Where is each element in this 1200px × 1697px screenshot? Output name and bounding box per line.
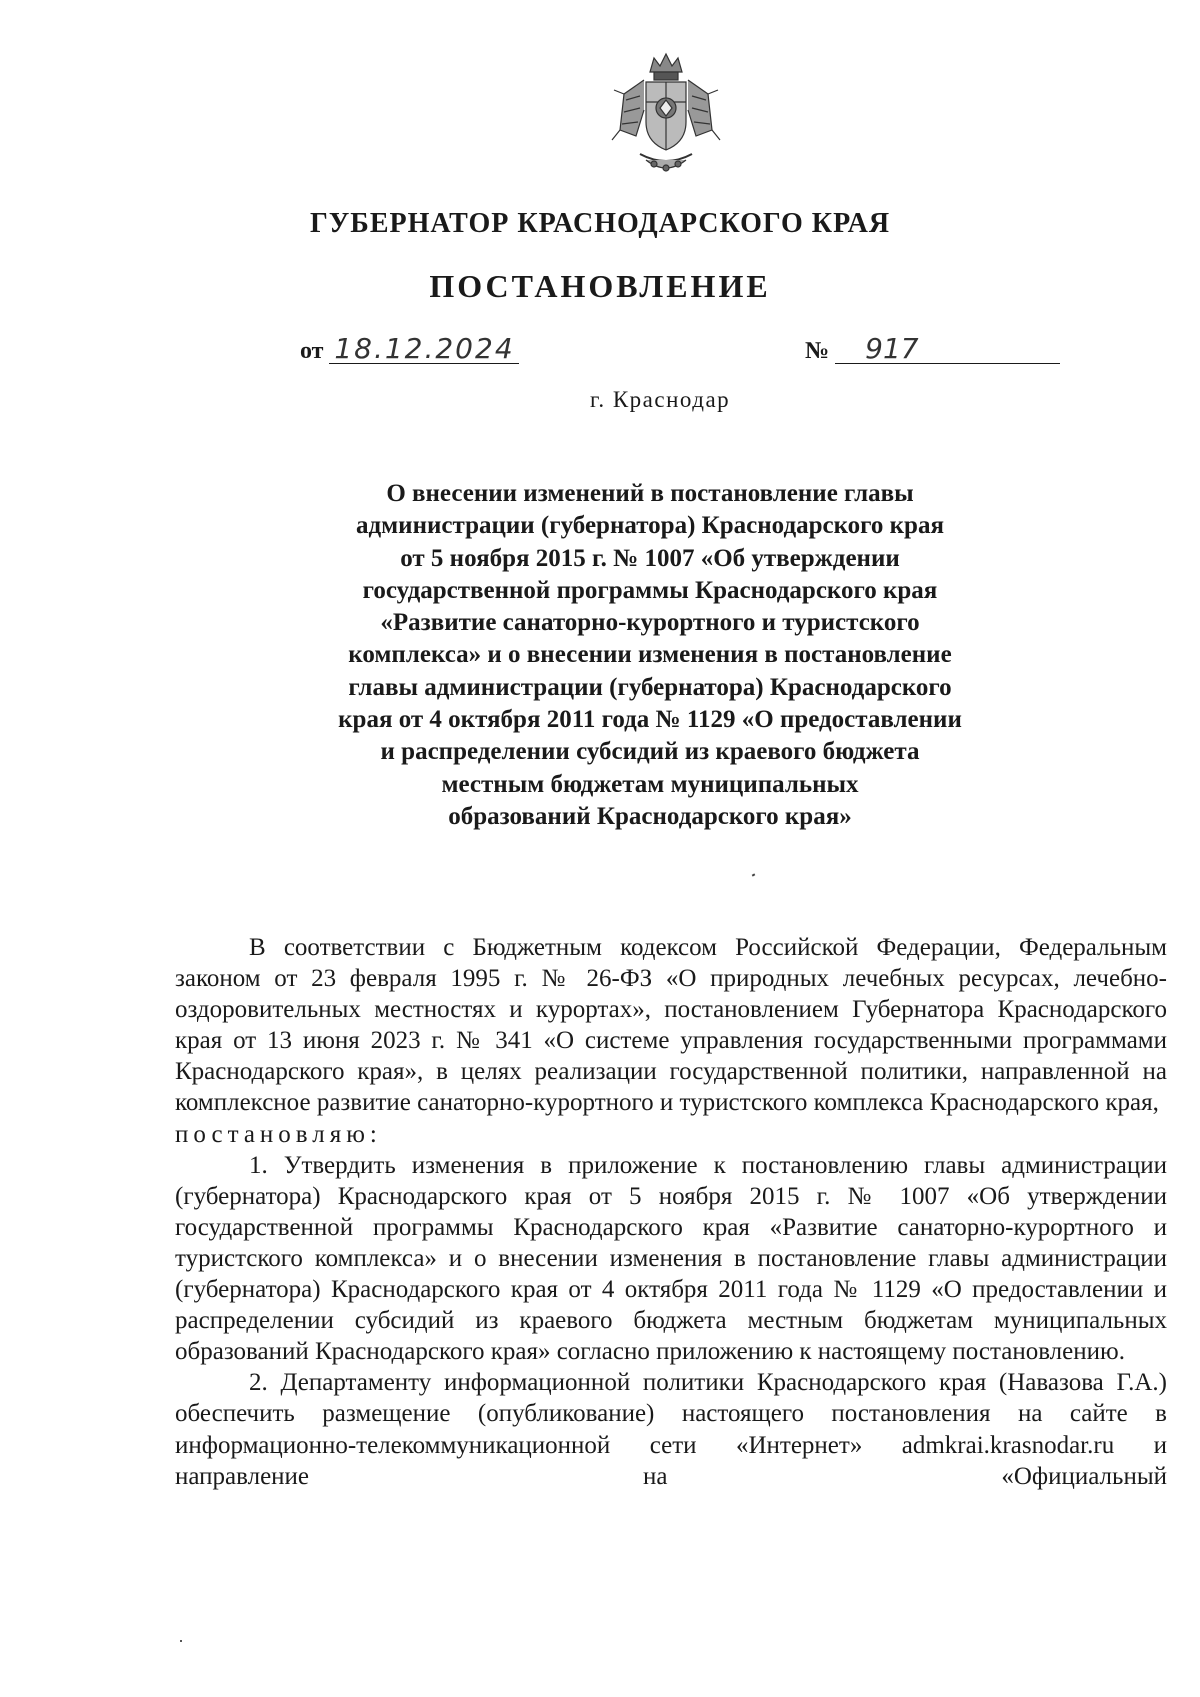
preamble-paragraph: В соответствии с Бюджетным кодексом Российской Федерации, Федеральным законом от 23 февраля 1995 г. № 26-ФЗ «О природных лечебных ресурсах, лечебно-оздоровительных местностях и курортах», постановлением Губернатора Краснодарского края от 13 июня 2023 г. № 341 «О системе управления государственными программами Краснодарского края», в целях реализации государственной политики, направленной на комплексное развитие санаторно-курортного и туристского комплекса Краснодарского края, xyxy=(175,934,1167,1117)
document-date-field xyxy=(300,332,519,365)
scan-speck xyxy=(180,1640,182,1642)
title-line: государственной программы Краснодарского края xyxy=(362,576,938,604)
document-number-field xyxy=(805,332,1060,365)
date-prefix: от xyxy=(300,338,324,364)
title-line: образований Краснодарского края» xyxy=(448,802,852,830)
issuing-authority: ГУБЕРНАТОР КРАСНОДАРСКОГО КРАЯ xyxy=(309,208,891,239)
title-line: от 5 ноября 2015 г. № 1007 «Об утверждении xyxy=(400,544,900,572)
title-line: края от 4 октября 2011 года № 1129 «О предоставлении xyxy=(338,706,962,734)
issue-city: г. Краснодар xyxy=(590,387,731,412)
coat-of-arms-emblem xyxy=(610,50,722,178)
item-1-paragraph: 1. Утвердить изменения в приложение к постановлению главы администрации (губернатора) Краснодарского края от 5 ноября 2015 г. № 1007 «Об утверждении государственной программы Краснодарского края «Развитие санаторно-курортного и туристского комплекса» и о внесении изменения в постановление главы администрации (губернатора) Краснодарского края от 4 октября 2011 года № 1129 «О предоставлении и распределении субсидий из краевого бюджета местным бюджетам муниципальных образований Краснодарского края» согласно приложению к настоящему постановлению. xyxy=(175,1151,1167,1366)
title-line: и распределении субсидий из краевого бюджета xyxy=(380,738,920,766)
title-line: «Развитие санаторно-курортного и туристского xyxy=(380,609,920,637)
handwritten-number: 917 xyxy=(835,335,1060,364)
decree-title xyxy=(280,478,1020,833)
title-line: местным бюджетам муниципальных xyxy=(441,770,859,798)
decree-word: постановляю: xyxy=(175,1120,382,1148)
scan-speck xyxy=(752,873,756,876)
title-line: главы администрации (губернатора) Краснодарского xyxy=(348,673,952,701)
document-type-heading: ПОСТАНОВЛЕНИЕ xyxy=(429,268,771,304)
title-line: администрации (губернатора) Краснодарского края xyxy=(356,512,944,540)
item-2-paragraph: 2. Департаменту информационной политики Краснодарского края (Навазова Г.А.) обеспечить размещение (опубликование) настоящего постановления на сайте в информационно-телекоммуникационной сети «Интернет» admkrai.krasnodar.ru и направление на «Официальный xyxy=(175,1369,1167,1490)
title-line: О внесении изменений в постановление главы xyxy=(386,480,914,507)
title-line: комплекса» и о внесении изменения в постановление xyxy=(348,641,952,669)
handwritten-date: 18.12.2024 xyxy=(329,335,519,364)
decree-body xyxy=(175,932,1167,1492)
number-prefix: № xyxy=(805,338,830,364)
